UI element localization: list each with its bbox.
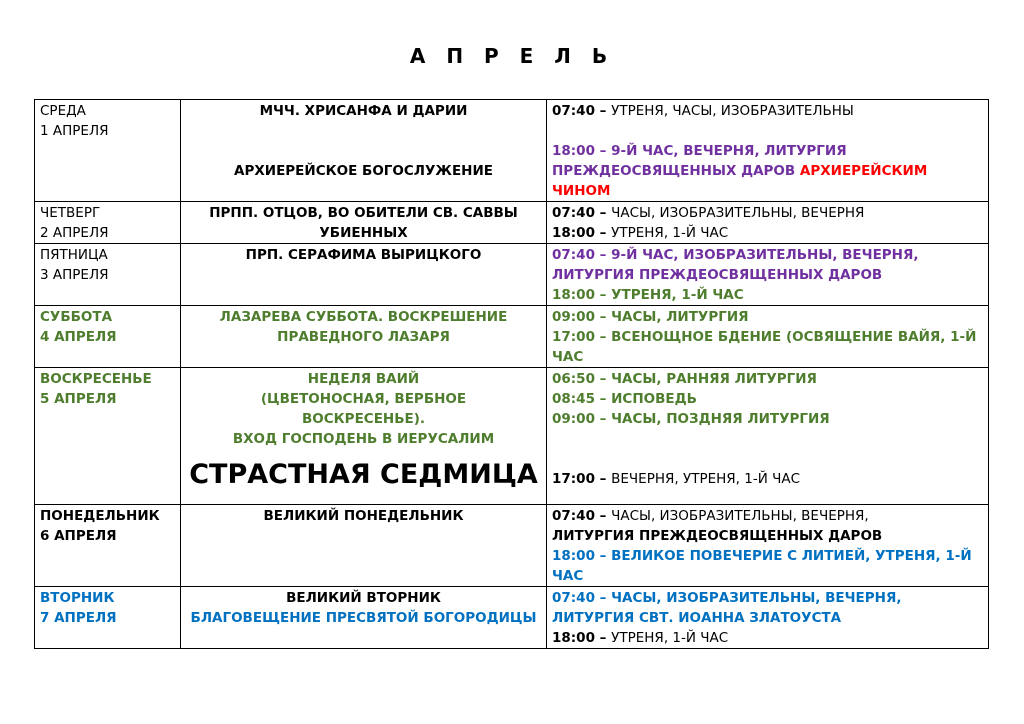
- service-line: 07:40 – ЧАСЫ, ИЗОБРАЗИТЕЛЬНЫ, ВЕЧЕРНЯ,: [552, 508, 869, 524]
- service-line: 07:40 – ЧАСЫ, ИЗОБРАЗИТЕЛЬНЫ, ВЕЧЕРНЯ: [552, 205, 865, 221]
- day-cell: [35, 306, 181, 368]
- feast-cell: [181, 368, 547, 505]
- service-line: 07:40 – УТРЕНЯ, ЧАСЫ, ИЗОБРАЗИТЕЛЬНЫ: [552, 103, 854, 119]
- service-text: УТРЕНЯ, 1-Й ЧАС: [611, 225, 729, 241]
- page-title: А П Р Е Л Ь: [409, 44, 615, 68]
- service-line: 18:00 – УТРЕНЯ, 1-Й ЧАС: [552, 287, 744, 303]
- service-line: 18:00 – УТРЕНЯ, 1-Й ЧАС: [552, 225, 729, 241]
- feast-cell: [181, 306, 547, 368]
- table-row: [35, 587, 989, 649]
- service-line: 17:00 – ВЕЧЕРНЯ, УТРЕНЯ, 1-Й ЧАС: [552, 471, 800, 487]
- table-row: [35, 244, 989, 306]
- feast-cell: [181, 505, 547, 587]
- service-line: 18:00 – ВЕЛИКОЕ ПОВЕЧЕРИЕ С ЛИТИЕЙ, УТРЕНЯ, 1-Й ЧАС: [552, 548, 972, 584]
- service-text: УТРЕНЯ, ЧАСЫ, ИЗОБРАЗИТЕЛЬНЫ: [611, 103, 854, 119]
- day-cell: [35, 202, 181, 244]
- feast-title: ВЕЛИКИЙ ВТОРНИК: [286, 590, 441, 606]
- service-line: 07:40 – 9-Й ЧАС, ИЗОБРАЗИТЕЛЬНЫ, ВЕЧЕРНЯ, ЛИТУРГИЯ ПРЕЖДЕОСВЯЩЕННЫХ ДАРОВ: [552, 247, 919, 283]
- feast-title: НЕДЕЛЯ ВАИЙ: [307, 371, 420, 387]
- service-line: 06:50 – ЧАСЫ, РАННЯЯ ЛИТУРГИЯ: [552, 371, 817, 387]
- day-name: СУББОТА: [40, 309, 113, 325]
- service-time: 17:00: [552, 471, 595, 487]
- day-name: ВТОРНИК: [40, 590, 115, 606]
- service-line: 08:45 – ИСПОВЕДЬ: [552, 391, 697, 407]
- day-name: ЧЕТВЕРГ: [40, 205, 101, 221]
- day-date: 1 АПРЕЛЯ: [40, 123, 109, 139]
- day-date: 4 АПРЕЛЯ: [40, 329, 117, 345]
- feast-cell: [181, 244, 547, 306]
- feast-note: АРХИЕРЕЙСКОЕ БОГОСЛУЖЕНИЕ: [234, 163, 493, 179]
- service-line: 09:00 – ЧАСЫ, ЛИТУРГИЯ: [552, 309, 749, 325]
- service-time: 18:00: [552, 225, 595, 241]
- feast-title: ВХОД ГОСПОДЕНЬ В ИЕРУСАЛИМ: [232, 431, 495, 447]
- service-time: 18:00: [552, 630, 595, 646]
- table-row: [35, 306, 989, 368]
- services-cell: [547, 587, 989, 649]
- services-cell: [547, 368, 989, 505]
- day-cell: [35, 100, 181, 202]
- feast-cell: [181, 587, 547, 649]
- service-line: ЛИТУРГИЯ ПРЕЖДЕОСВЯЩЕННЫХ ДАРОВ: [552, 528, 883, 544]
- service-text: 18:00 – 9-Й ЧАС, ВЕЧЕРНЯ, ЛИТУРГИЯ ПРЕЖДЕОСВЯЩЕННЫХ ДАРОВ: [552, 143, 847, 179]
- service-text: ВЕЧЕРНЯ, УТРЕНЯ, 1-Й ЧАС: [611, 471, 800, 487]
- service-text: ЧАСЫ, ИЗОБРАЗИТЕЛЬНЫ, ВЕЧЕРНЯ,: [611, 508, 869, 524]
- section-heading: СТРАСТНАЯ СЕДМИЦА: [189, 459, 538, 490]
- day-date: 3 АПРЕЛЯ: [40, 267, 109, 283]
- day-date: 2 АПРЕЛЯ: [40, 225, 109, 241]
- feast-cell: [181, 100, 547, 202]
- day-cell: [35, 587, 181, 649]
- schedule-table: [34, 99, 989, 649]
- service-text: ЧАСЫ, ИЗОБРАЗИТЕЛЬНЫ, ВЕЧЕРНЯ: [611, 205, 865, 221]
- service-time: 07:40: [552, 103, 595, 119]
- feast-cell: [181, 202, 547, 244]
- feast-title: ПРПП. ОТЦОВ, ВО ОБИТЕЛИ СВ. САВВЫ УБИЕННЫХ: [209, 205, 518, 241]
- day-date: 6 АПРЕЛЯ: [40, 528, 117, 544]
- day-name: ПОНЕДЕЛЬНИК: [40, 508, 160, 524]
- day-cell: [35, 505, 181, 587]
- feast-title: ЛАЗАРЕВА СУББОТА. ВОСКРЕШЕНИЕ ПРАВЕДНОГО ЛАЗАРЯ: [219, 309, 508, 345]
- table-row: [35, 100, 989, 202]
- services-cell: [547, 244, 989, 306]
- service-highlight: АРХИЕРЕЙСКИМ ЧИНОМ: [552, 163, 928, 199]
- services-cell: [547, 202, 989, 244]
- day-cell: [35, 244, 181, 306]
- day-name: СРЕДА: [40, 103, 86, 119]
- day-cell: [35, 368, 181, 505]
- service-line: [552, 141, 983, 201]
- services-cell: [547, 306, 989, 368]
- service-line: 18:00 – УТРЕНЯ, 1-Й ЧАС: [552, 630, 729, 646]
- table-row: [35, 202, 989, 244]
- day-name: ВОСКРЕСЕНЬЕ: [40, 371, 152, 387]
- table-row: [35, 368, 989, 505]
- feast-title: ВОСКРЕСЕНЬЕ).: [301, 411, 426, 427]
- service-line: 17:00 – ВСЕНОЩНОЕ БДЕНИЕ (ОСВЯЩЕНИЕ ВАЙЯ, 1-Й ЧАС: [552, 329, 977, 365]
- service-time: 07:40: [552, 508, 595, 524]
- feast-title: ВЕЛИКИЙ ПОНЕДЕЛЬНИК: [263, 508, 464, 524]
- feast-subtitle: БЛАГОВЕЩЕНИЕ ПРЕСВЯТОЙ БОГОРОДИЦЫ: [190, 610, 537, 626]
- feast-title: (ЦВЕТОНОСНАЯ, ВЕРБНОЕ: [260, 391, 467, 407]
- service-line: 09:00 – ЧАСЫ, ПОЗДНЯЯ ЛИТУРГИЯ: [552, 411, 830, 427]
- day-date: 7 АПРЕЛЯ: [40, 610, 117, 626]
- services-cell: [547, 100, 989, 202]
- service-line: 07:40 – ЧАСЫ, ИЗОБРАЗИТЕЛЬНЫ, ВЕЧЕРНЯ, ЛИТУРГИЯ СВТ. ИОАННА ЗЛАТОУСТА: [552, 590, 902, 626]
- table-row: [35, 505, 989, 587]
- service-text: УТРЕНЯ, 1-Й ЧАС: [611, 630, 729, 646]
- service-time: 07:40: [552, 205, 595, 221]
- day-date: 5 АПРЕЛЯ: [40, 391, 117, 407]
- day-name: ПЯТНИЦА: [40, 247, 108, 263]
- feast-title: ПРП. СЕРАФИМА ВЫРИЦКОГО: [245, 247, 482, 263]
- services-cell: [547, 505, 989, 587]
- feast-title: МЧЧ. ХРИСАНФА И ДАРИИ: [259, 103, 468, 119]
